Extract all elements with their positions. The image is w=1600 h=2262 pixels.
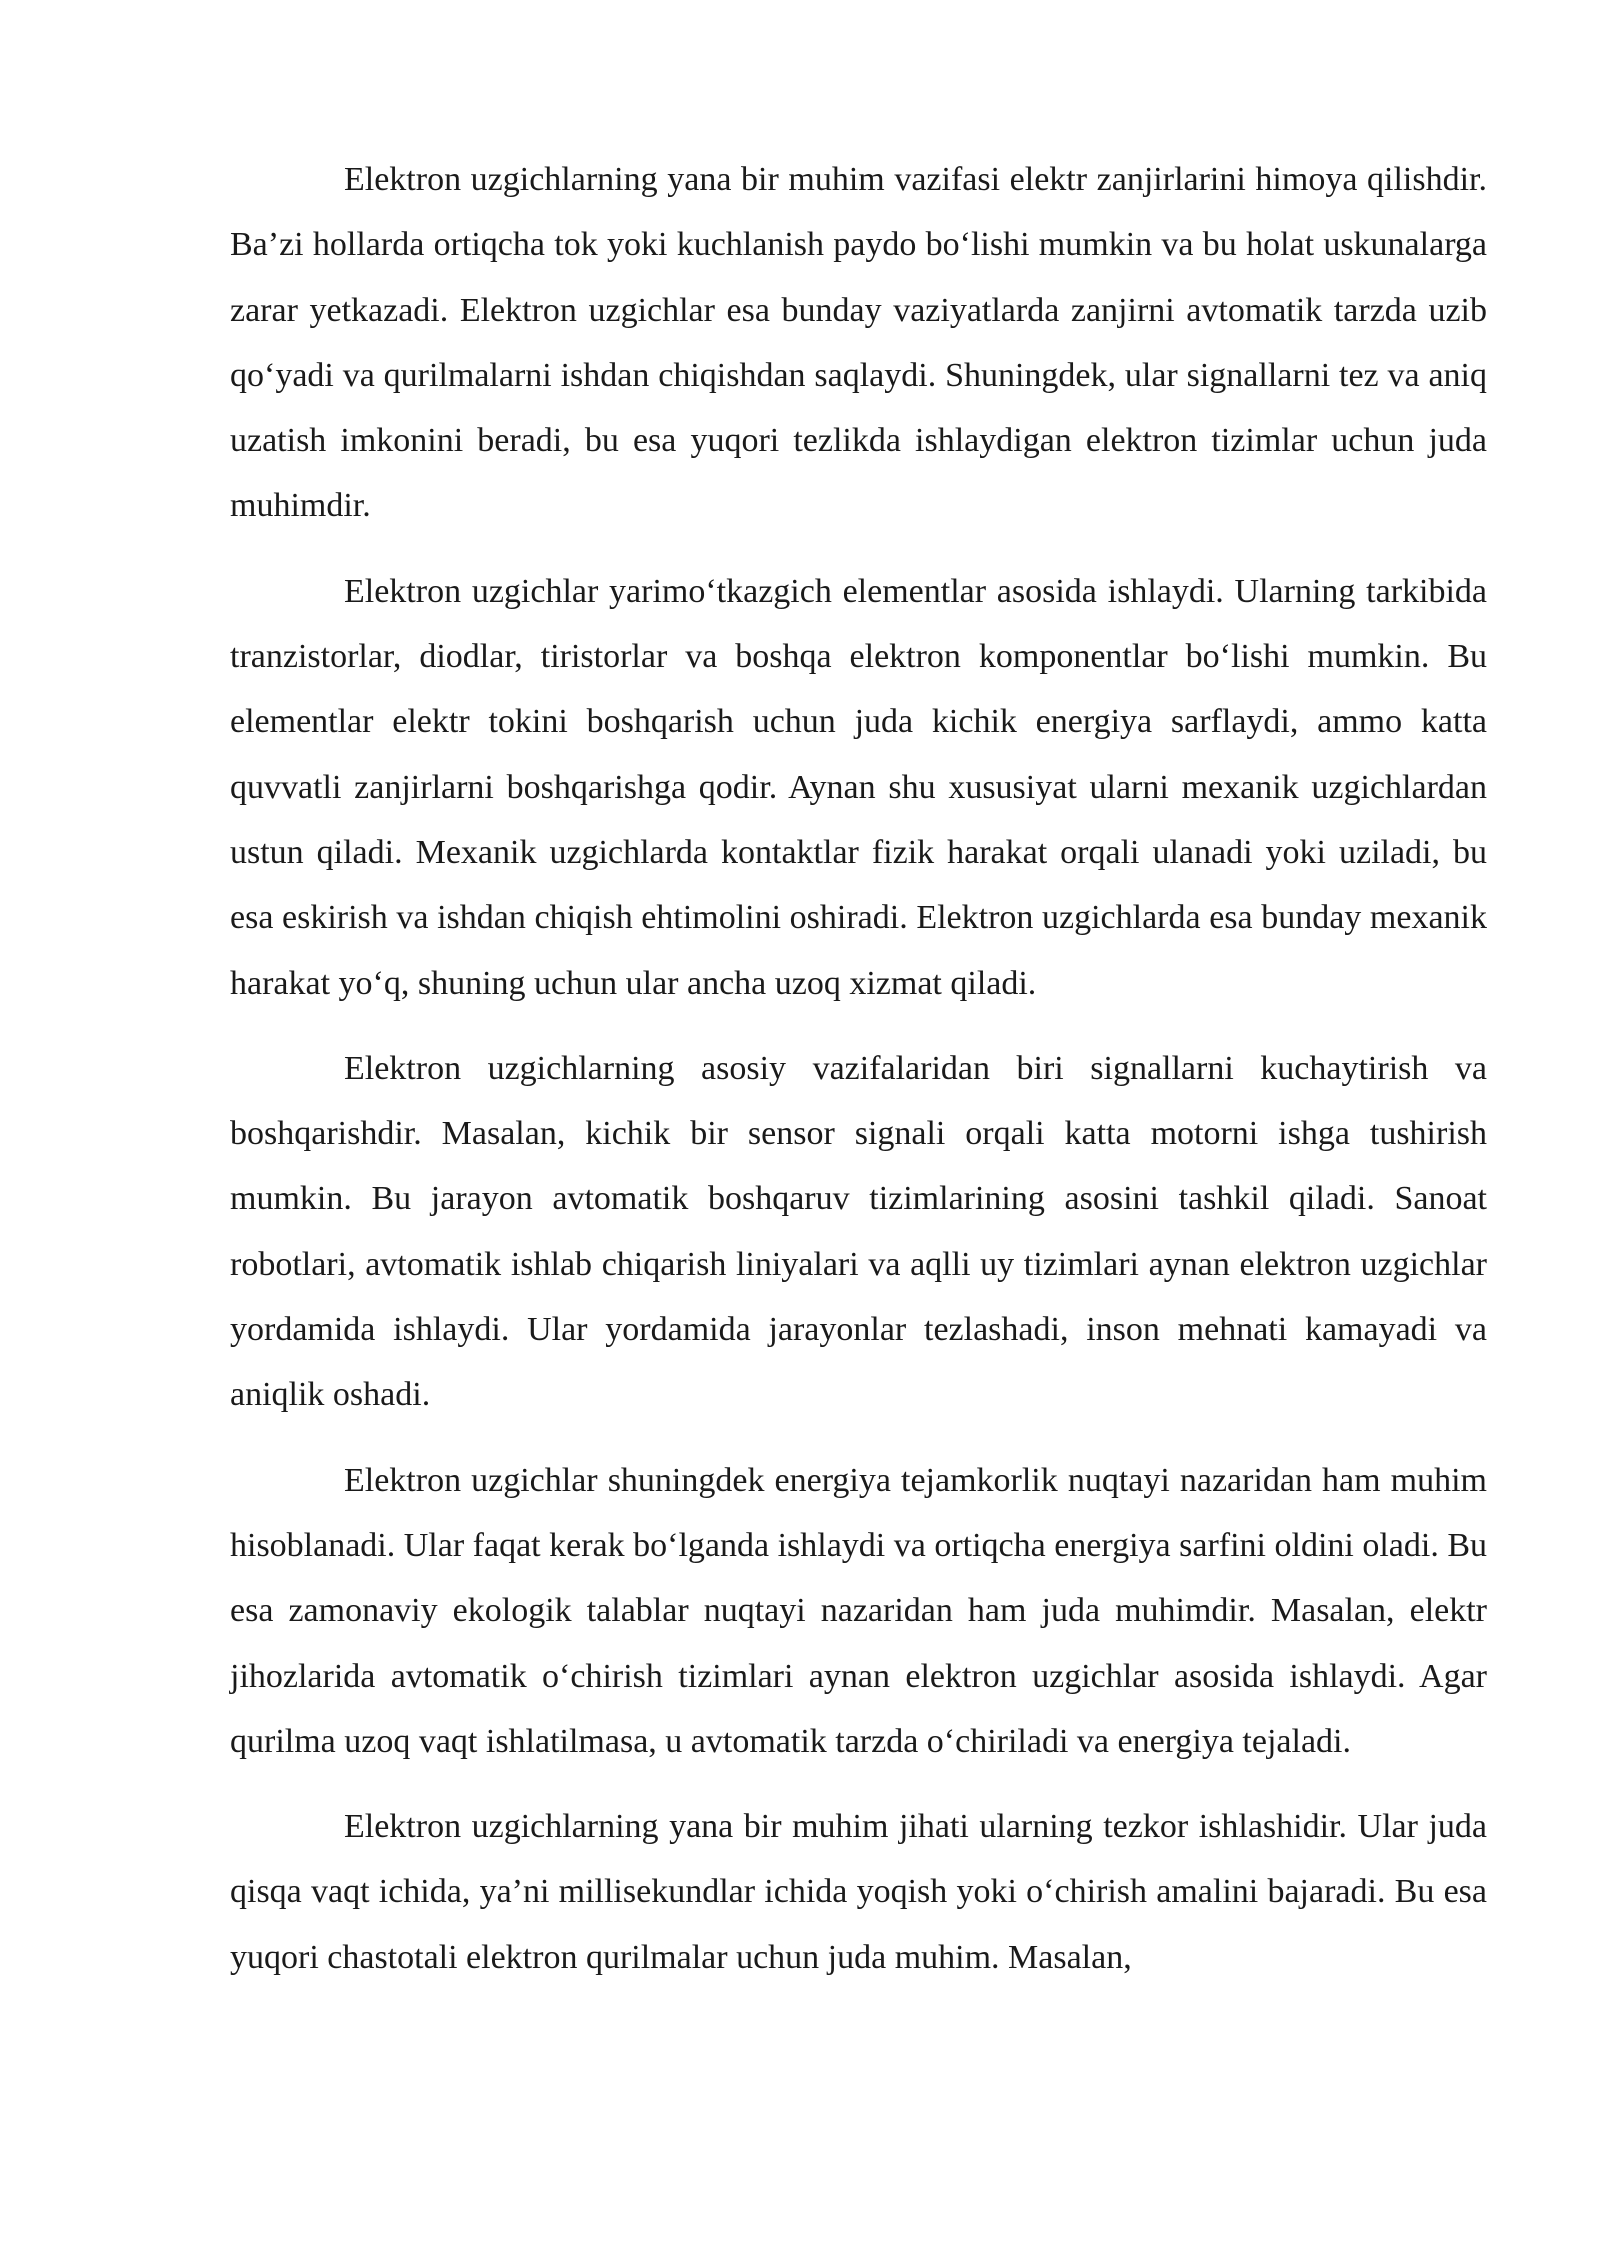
paragraph-3: Elektron uzgichlarning asosiy vazifalaridan biri signallarni kuchaytirish va boshqarishdir. Masalan, kichik bir sensor signali orqali katta motorni ishga tushirish mumkin. Bu jarayon avtomatik boshqaruv tizimlarining asosini tashkil qiladi. Sanoat robotlari, avtomatik ishlab chiqarish liniyalari va aqlli uy tizimlari aynan elektron uzgichlar yordamida ishlaydi. Ular yordamida jarayonlar tezlashadi, inson mehnati kamayadi va aniqlik oshadi. xyxy=(230,1049,1487,1414)
document-body xyxy=(230,147,1487,2010)
paragraph-1: Elektron uzgichlarning yana bir muhim vazifasi elektr zanjirlarini himoya qilishdir. Ba’zi hollarda ortiqcha tok yoki kuchlanish paydo bo‘lishi mumkin va bu holat uskunalarga zarar yetkazadi. Elektron uzgichlar esa bunday vaziyatlarda zanjirni avtomatik tarzda uzib qo‘yadi va qurilmalarni ishdan chiqishdan saqlaydi. Shuningdek, ular signallarni tez va aniq uzatish imkonini beradi, bu esa yuqori tezlikda ishlaydigan elektron tizimlar uchun juda muhimdir. xyxy=(230,161,1487,525)
paragraph-5: Elektron uzgichlarning yana bir muhim jihati ularning tezkor ishlashidir. Ular juda qisqa vaqt ichida, ya’ni millisekundlar ichida yoqish yoki o‘chirish amalini bajaradi. Bu esa yuqori chastotali elektron qurilmalar uchun juda muhim. Masalan, xyxy=(230,1808,1487,1976)
paragraph-2: Elektron uzgichlar yarimo‘tkazgich elementlar asosida ishlaydi. Ularning tarkibida tranzistorlar, diodlar, tiristorlar va boshqa elektron komponentlar bo‘lishi mumkin. Bu elementlar elektr tokini boshqarish uchun juda kichik energiya sarflaydi, ammo katta quvvatli zanjirlarni boshqarishga qodir. Aynan shu xususiyat ularni mexanik uzgichlardan ustun qiladi. Mexanik uzgichlarda kontaktlar fizik harakat orqali ulanadi yoki uziladi, bu esa eskirish va ishdan chiqish ehtimolini oshiradi. Elektron uzgichlarda esa bunday mexanik harakat yo‘q, shuning uchun ular ancha uzoq xizmat qiladi. xyxy=(230,572,1487,1002)
paragraph-4: Elektron uzgichlar shuningdek energiya tejamkorlik nuqtayi nazaridan ham muhim hisoblanadi. Ular faqat kerak bo‘lganda ishlaydi va ortiqcha energiya sarfini oldini oladi. Bu esa zamonaviy ekologik talablar nuqtayi nazaridan ham juda muhimdir. Masalan, elektr jihozlarida avtomatik o‘chirish tizimlari aynan elektron uzgichlar asosida ishlaydi. Agar qurilma uzoq vaqt ishlatilmasa, u avtomatik tarzda o‘chiriladi va energiya tejaladi. xyxy=(230,1461,1488,1760)
